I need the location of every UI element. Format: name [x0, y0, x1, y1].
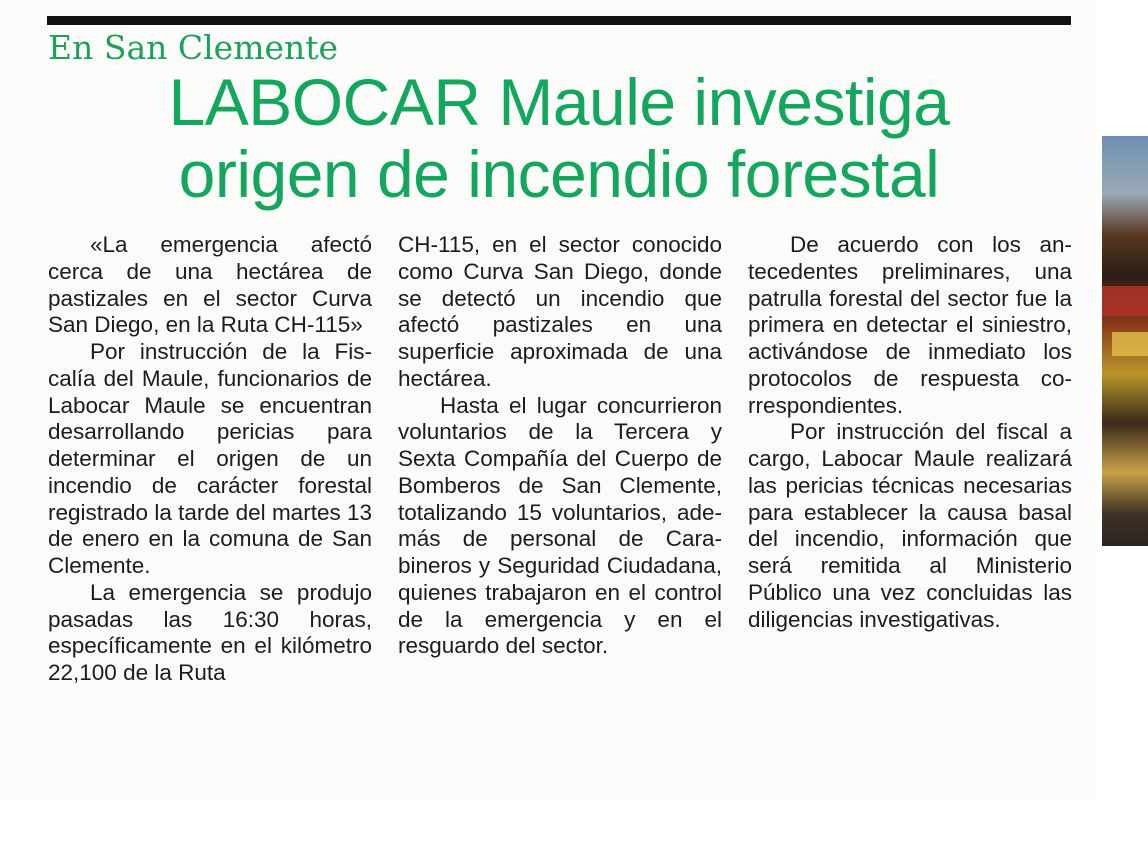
paragraph: De acuerdo con los antecedentes preliminares, una patrulla forestal del sector fue la primera en detectar el siniestro, activándose de inmediato los protocolos de respuesta correspondientes.: [748, 232, 1072, 418]
paragraph: La emergencia se produjo pasadas las 16:30 horas, específicamente en el kilómetro 22,100 de la Ruta: [48, 579, 372, 685]
paragraph: Hasta el lugar concurrieron voluntarios de la Tercera y Sexta Compañía del Cuerpo de Bomberos de San Clemente, totalizando 15 voluntarios, además de personal de Carabineros y Seguridad Ciudadana, quienes trabajaron en el control de la emergencia y en el resguardo del sector.: [398, 392, 722, 659]
paragraph: Por instrucción del fiscal a cargo, Labocar Maule realizará las pericias técnicas necesarias para establecer la causa basal del incendio, información que será remitida al Ministerio Público una vez concluidas las diligencias investigativas.: [748, 419, 1072, 632]
text-column-2: [398, 232, 722, 660]
paragraph: CH-115, en el sector conocido como Curva San Diego, donde se detectó un incendio que afectó pastizales en una superficie aproximada de una hectárea.: [398, 232, 722, 391]
paragraph: Por instrucción de la Fiscalía del Maule, funcionarios de Labocar Maule se encuentran desarrollando pericias para determinar el origen de un incendio de carácter forestal registrado la tarde del martes 13 de enero en la comuna de San Clemente.: [48, 339, 372, 578]
photo-detail: [1112, 332, 1148, 356]
article-photo-crop: [1102, 136, 1148, 546]
paragraph: «La emergencia afectó cerca de una hectárea de pastizales en el sector Curva San Diego, en la Ruta CH-115»: [48, 232, 372, 338]
headline-line-1: LABOCAR Maule investiga: [168, 65, 950, 139]
article-kicker: En San Clemente: [48, 28, 339, 67]
text-column-3: [748, 232, 1072, 633]
photo-detail: [1102, 286, 1148, 316]
headline-line-2: origen de incendio forestal: [178, 137, 940, 211]
text-column-1: [48, 232, 372, 687]
top-rule: [47, 16, 1071, 25]
article-headline: [47, 66, 1071, 210]
